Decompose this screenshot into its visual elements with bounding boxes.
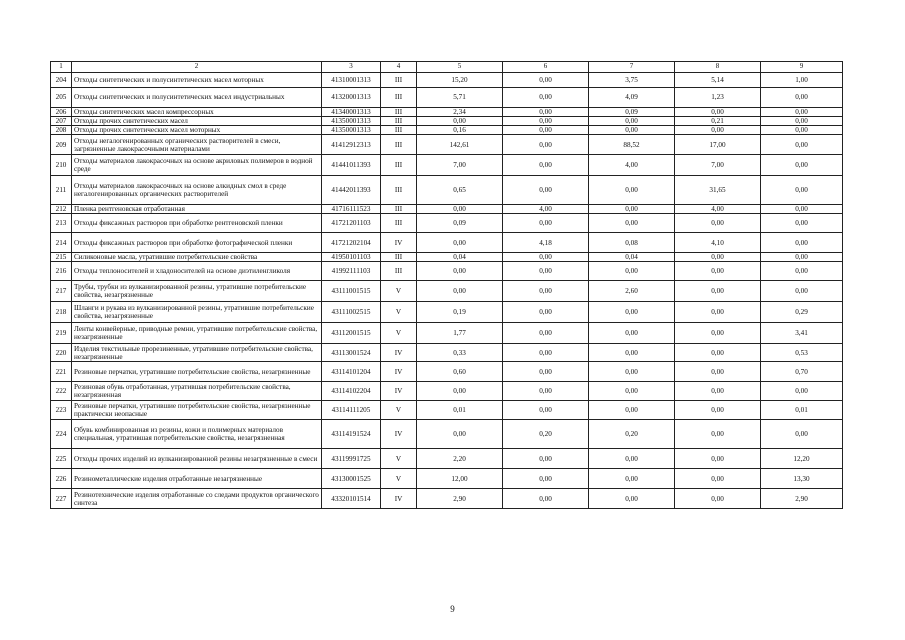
value-col8-cell: 7,00: [675, 155, 761, 176]
row-number-cell: 216: [51, 262, 72, 281]
value-col9-cell: 2,90: [761, 489, 843, 509]
fkko-code-cell: 41716111523: [322, 205, 381, 214]
value-col6-cell: 0,00: [503, 302, 589, 323]
fkko-code-cell: 43111001515: [322, 281, 381, 302]
row-number-cell: 206: [51, 108, 72, 117]
value-col5-cell: 0,00: [417, 382, 503, 401]
value-col8-cell: 0,00: [675, 401, 761, 420]
value-col9-cell: 0,00: [761, 176, 843, 205]
value-col7-cell: 0,00: [589, 176, 675, 205]
value-col8-cell: 0,00: [675, 323, 761, 344]
waste-table: [50, 61, 843, 509]
page-number: 9: [450, 604, 455, 614]
value-col5-cell: 2,34: [417, 108, 503, 117]
value-col5-cell: 2,20: [417, 449, 503, 469]
value-col8-cell: 1,23: [675, 88, 761, 108]
value-col7-cell: 0,00: [589, 117, 675, 126]
fkko-code-cell: 41350001313: [322, 117, 381, 126]
column-number-cell: 7: [589, 62, 675, 73]
row-number-cell: 210: [51, 155, 72, 176]
hazard-class-cell: IV: [381, 489, 417, 509]
hazard-class-cell: III: [381, 176, 417, 205]
table-row: [51, 420, 843, 449]
value-col6-cell: 0,00: [503, 253, 589, 262]
value-col9-cell: 0,53: [761, 344, 843, 362]
fkko-code-cell: 41310001313: [322, 73, 381, 88]
hazard-class-cell: III: [381, 155, 417, 176]
value-col7-cell: 0,00: [589, 126, 675, 135]
value-col9-cell: 0,29: [761, 302, 843, 323]
waste-name-cell: Отходы прочих синтетических масел моторных: [72, 126, 322, 135]
value-col7-cell: 3,75: [589, 73, 675, 88]
value-col8-cell: 0,00: [675, 126, 761, 135]
fkko-code-cell: 43111002515: [322, 302, 381, 323]
value-col6-cell: 0,00: [503, 281, 589, 302]
fkko-code-cell: 41721201103: [322, 214, 381, 233]
value-col9-cell: 0,00: [761, 214, 843, 233]
table-row: [51, 155, 843, 176]
value-col9-cell: 0,00: [761, 126, 843, 135]
row-number-cell: 207: [51, 117, 72, 126]
fkko-code-cell: 41441011393: [322, 155, 381, 176]
fkko-code-cell: 43119991725: [322, 449, 381, 469]
value-col8-cell: 0,00: [675, 108, 761, 117]
waste-name-cell: Пленка рентгеновская отработанная: [72, 205, 322, 214]
value-col7-cell: 0,00: [589, 205, 675, 214]
value-col6-cell: 4,18: [503, 233, 589, 253]
table-body: [51, 62, 843, 509]
value-col5-cell: 5,71: [417, 88, 503, 108]
waste-name-cell: Отходы фиксажных растворов при обработке фотографической пленки: [72, 233, 322, 253]
value-col9-cell: 0,00: [761, 155, 843, 176]
value-col9-cell: 0,00: [761, 281, 843, 302]
table-row: [51, 176, 843, 205]
hazard-class-cell: V: [381, 401, 417, 420]
value-col9-cell: 13,30: [761, 469, 843, 489]
value-col7-cell: 0,00: [589, 401, 675, 420]
value-col7-cell: 0,00: [589, 489, 675, 509]
table-row: [51, 117, 843, 126]
table-row: [51, 135, 843, 155]
table-row: [51, 73, 843, 88]
row-number-cell: 215: [51, 253, 72, 262]
value-col5-cell: 0,04: [417, 253, 503, 262]
value-col9-cell: 0,00: [761, 420, 843, 449]
waste-name-cell: Отходы негалогенированных органических растворителей в смеси, загрязненные лакокрасочными материалами: [72, 135, 322, 155]
value-col5-cell: 0,60: [417, 362, 503, 382]
column-number-cell: 6: [503, 62, 589, 73]
row-number-cell: 212: [51, 205, 72, 214]
waste-name-cell: Отходы фиксажных растворов при обработке рентгеновской пленки: [72, 214, 322, 233]
value-col7-cell: 4,00: [589, 155, 675, 176]
value-col5-cell: 0,09: [417, 214, 503, 233]
value-col7-cell: 0,00: [589, 469, 675, 489]
value-col9-cell: 0,00: [761, 253, 843, 262]
value-col7-cell: 0,00: [589, 344, 675, 362]
hazard-class-cell: III: [381, 73, 417, 88]
waste-name-cell: Ленты конвейерные, приводные ремни, утратившие потребительские свойства, незагрязненные: [72, 323, 322, 344]
value-col6-cell: 0,00: [503, 73, 589, 88]
row-number-cell: 223: [51, 401, 72, 420]
hazard-class-cell: III: [381, 262, 417, 281]
fkko-code-cell: 41340001313: [322, 108, 381, 117]
table-row: [51, 469, 843, 489]
value-col5-cell: 142,61: [417, 135, 503, 155]
row-number-cell: 219: [51, 323, 72, 344]
hazard-class-cell: III: [381, 117, 417, 126]
hazard-class-cell: V: [381, 302, 417, 323]
row-number-cell: 213: [51, 214, 72, 233]
hazard-class-cell: IV: [381, 420, 417, 449]
value-col7-cell: 4,09: [589, 88, 675, 108]
column-number-cell: 8: [675, 62, 761, 73]
hazard-class-cell: IV: [381, 382, 417, 401]
table-row: [51, 88, 843, 108]
value-col8-cell: 4,00: [675, 205, 761, 214]
column-number-cell: 9: [761, 62, 843, 73]
row-number-cell: 222: [51, 382, 72, 401]
waste-name-cell: Отходы синтетических масел компрессорных: [72, 108, 322, 117]
value-col8-cell: 0,21: [675, 117, 761, 126]
value-col7-cell: 0,00: [589, 302, 675, 323]
value-col9-cell: 0,00: [761, 117, 843, 126]
value-col6-cell: 0,00: [503, 262, 589, 281]
waste-name-cell: Отходы теплоносителей и хладоносителей на основе диэтиленгликоля: [72, 262, 322, 281]
value-col8-cell: 5,14: [675, 73, 761, 88]
row-number-cell: 226: [51, 469, 72, 489]
value-col6-cell: 0,00: [503, 117, 589, 126]
value-col5-cell: 7,00: [417, 155, 503, 176]
hazard-class-cell: IV: [381, 233, 417, 253]
value-col6-cell: 0,00: [503, 108, 589, 117]
hazard-class-cell: V: [381, 323, 417, 344]
fkko-code-cell: 43113001524: [322, 344, 381, 362]
fkko-code-cell: 43320101514: [322, 489, 381, 509]
value-col5-cell: 0,00: [417, 281, 503, 302]
hazard-class-cell: III: [381, 253, 417, 262]
row-number-cell: 204: [51, 73, 72, 88]
waste-name-cell: Изделия текстильные прорезиненные, утратившие потребительские свойства, незагрязненные: [72, 344, 322, 362]
value-col6-cell: 0,00: [503, 155, 589, 176]
value-col9-cell: 12,20: [761, 449, 843, 469]
hazard-class-cell: V: [381, 281, 417, 302]
value-col5-cell: 0,16: [417, 126, 503, 135]
waste-name-cell: Отходы синтетических и полусинтетических масел индустриальных: [72, 88, 322, 108]
value-col5-cell: 12,00: [417, 469, 503, 489]
waste-name-cell: Резинотехнические изделия отработанные со следами продуктов органического синтеза: [72, 489, 322, 509]
column-number-cell: 2: [72, 62, 322, 73]
column-number-cell: 4: [381, 62, 417, 73]
fkko-code-cell: 41721202104: [322, 233, 381, 253]
value-col9-cell: 3,41: [761, 323, 843, 344]
value-col8-cell: 0,00: [675, 362, 761, 382]
value-col5-cell: 0,19: [417, 302, 503, 323]
value-col5-cell: 2,90: [417, 489, 503, 509]
value-col8-cell: 0,00: [675, 302, 761, 323]
waste-name-cell: Силиконовые масла, утратившие потребительские свойства: [72, 253, 322, 262]
value-col7-cell: 0,09: [589, 108, 675, 117]
hazard-class-cell: III: [381, 108, 417, 117]
value-col6-cell: 0,00: [503, 449, 589, 469]
waste-name-cell: Трубы, трубки из вулканизированной резины, утратившие потребительские свойства, незагрязненные: [72, 281, 322, 302]
fkko-code-cell: 43112001515: [322, 323, 381, 344]
table-row: [51, 344, 843, 362]
table-row: [51, 205, 843, 214]
value-col9-cell: 0,70: [761, 362, 843, 382]
table-row: [51, 108, 843, 117]
value-col6-cell: 0,00: [503, 469, 589, 489]
waste-name-cell: Резиновые перчатки, утратившие потребительские свойства, незагрязненные: [72, 362, 322, 382]
value-col6-cell: 0,20: [503, 420, 589, 449]
value-col8-cell: 31,65: [675, 176, 761, 205]
hazard-class-cell: V: [381, 449, 417, 469]
value-col6-cell: 0,00: [503, 323, 589, 344]
value-col9-cell: 0,00: [761, 88, 843, 108]
fkko-code-cell: 41350001313: [322, 126, 381, 135]
value-col7-cell: 0,00: [589, 382, 675, 401]
value-col9-cell: 0,00: [761, 382, 843, 401]
table-row: [51, 126, 843, 135]
table-row: [51, 449, 843, 469]
value-col5-cell: 0,00: [417, 233, 503, 253]
table-row: [51, 401, 843, 420]
value-col6-cell: 0,00: [503, 382, 589, 401]
value-col9-cell: 0,00: [761, 233, 843, 253]
value-col5-cell: 0,65: [417, 176, 503, 205]
fkko-code-cell: 41950101103: [322, 253, 381, 262]
value-col7-cell: 0,08: [589, 233, 675, 253]
row-number-cell: 209: [51, 135, 72, 155]
value-col8-cell: 0,00: [675, 420, 761, 449]
value-col8-cell: 4,10: [675, 233, 761, 253]
row-number-cell: 224: [51, 420, 72, 449]
hazard-class-cell: IV: [381, 344, 417, 362]
column-number-cell: 1: [51, 62, 72, 73]
hazard-class-cell: III: [381, 135, 417, 155]
hazard-class-cell: V: [381, 469, 417, 489]
table-row: [51, 262, 843, 281]
value-col8-cell: 0,00: [675, 214, 761, 233]
row-number-cell: 220: [51, 344, 72, 362]
value-col6-cell: 4,00: [503, 205, 589, 214]
value-col7-cell: 0,00: [589, 323, 675, 344]
value-col5-cell: 0,00: [417, 117, 503, 126]
value-col5-cell: 0,01: [417, 401, 503, 420]
value-col9-cell: 1,00: [761, 73, 843, 88]
value-col6-cell: 0,00: [503, 214, 589, 233]
fkko-code-cell: 41320001313: [322, 88, 381, 108]
waste-name-cell: Отходы прочих изделий из вулканизированной резины незагрязненные в смеси: [72, 449, 322, 469]
row-number-cell: 225: [51, 449, 72, 469]
row-number-cell: 217: [51, 281, 72, 302]
value-col5-cell: 0,00: [417, 205, 503, 214]
table-row: [51, 382, 843, 401]
column-number-cell: 3: [322, 62, 381, 73]
fkko-code-cell: 41442011393: [322, 176, 381, 205]
value-col9-cell: 0,00: [761, 262, 843, 281]
hazard-class-cell: III: [381, 88, 417, 108]
hazard-class-cell: III: [381, 214, 417, 233]
value-col8-cell: 0,00: [675, 449, 761, 469]
fkko-code-cell: 43114111205: [322, 401, 381, 420]
value-col5-cell: 0,00: [417, 262, 503, 281]
table-row: [51, 302, 843, 323]
fkko-code-cell: 43114191524: [322, 420, 381, 449]
value-col7-cell: 0,00: [589, 214, 675, 233]
fkko-code-cell: 43114101204: [322, 362, 381, 382]
value-col6-cell: 0,00: [503, 362, 589, 382]
waste-name-cell: Обувь комбинированная из резины, кожи и полимерных материалов специальная, утратившая потребительские свойства, незагрязненная: [72, 420, 322, 449]
value-col7-cell: 2,60: [589, 281, 675, 302]
value-col7-cell: 0,00: [589, 449, 675, 469]
value-col6-cell: 0,00: [503, 88, 589, 108]
value-col6-cell: 0,00: [503, 126, 589, 135]
value-col6-cell: 0,00: [503, 344, 589, 362]
value-col8-cell: 0,00: [675, 281, 761, 302]
value-col6-cell: 0,00: [503, 176, 589, 205]
waste-name-cell: Отходы материалов лакокрасочных на основе алкидных смол в среде негалогенированных органических растворителей: [72, 176, 322, 205]
value-col6-cell: 0,00: [503, 135, 589, 155]
row-number-cell: 211: [51, 176, 72, 205]
column-number-cell: 5: [417, 62, 503, 73]
value-col9-cell: 0,01: [761, 401, 843, 420]
table-row: [51, 233, 843, 253]
value-col5-cell: 0,33: [417, 344, 503, 362]
value-col7-cell: 0,00: [589, 262, 675, 281]
value-col8-cell: 0,00: [675, 489, 761, 509]
value-col6-cell: 0,00: [503, 401, 589, 420]
value-col9-cell: 0,00: [761, 108, 843, 117]
hazard-class-cell: III: [381, 126, 417, 135]
value-col7-cell: 0,20: [589, 420, 675, 449]
row-number-cell: 208: [51, 126, 72, 135]
value-col7-cell: 0,04: [589, 253, 675, 262]
waste-name-cell: Отходы синтетических и полусинтетических масел моторных: [72, 73, 322, 88]
fkko-code-cell: 43130001525: [322, 469, 381, 489]
hazard-class-cell: IV: [381, 362, 417, 382]
waste-name-cell: Резинометаллические изделия отработанные незагрязненные: [72, 469, 322, 489]
waste-name-cell: Шланги и рукава из вулканизированной резины, утратившие потребительские свойства, незагрязненные: [72, 302, 322, 323]
value-col5-cell: 0,00: [417, 420, 503, 449]
value-col9-cell: 0,00: [761, 135, 843, 155]
waste-name-cell: Отходы прочих синтетических масел: [72, 117, 322, 126]
row-number-cell: 227: [51, 489, 72, 509]
row-number-cell: 214: [51, 233, 72, 253]
hazard-class-cell: III: [381, 205, 417, 214]
column-number-row: [51, 62, 843, 73]
value-col8-cell: 0,00: [675, 253, 761, 262]
value-col8-cell: 0,00: [675, 382, 761, 401]
table-row: [51, 323, 843, 344]
row-number-cell: 205: [51, 88, 72, 108]
value-col8-cell: 17,00: [675, 135, 761, 155]
fkko-code-cell: 43114102204: [322, 382, 381, 401]
fkko-code-cell: 41412912313: [322, 135, 381, 155]
table-row: [51, 362, 843, 382]
fkko-code-cell: 41992111103: [322, 262, 381, 281]
value-col5-cell: 15,20: [417, 73, 503, 88]
value-col6-cell: 0,00: [503, 489, 589, 509]
row-number-cell: 218: [51, 302, 72, 323]
waste-name-cell: Резиновая обувь отработанная, утратившая потребительские свойства, незагрязненная: [72, 382, 322, 401]
table-row: [51, 281, 843, 302]
value-col8-cell: 0,00: [675, 469, 761, 489]
value-col8-cell: 0,00: [675, 262, 761, 281]
value-col7-cell: 88,52: [589, 135, 675, 155]
table-row: [51, 214, 843, 233]
value-col9-cell: 0,00: [761, 205, 843, 214]
row-number-cell: 221: [51, 362, 72, 382]
waste-name-cell: Резиновые перчатки, утратившие потребительские свойства, незагрязненные практически неопасные: [72, 401, 322, 420]
table-row: [51, 489, 843, 509]
value-col5-cell: 1,77: [417, 323, 503, 344]
value-col7-cell: 0,00: [589, 362, 675, 382]
table-row: [51, 253, 843, 262]
value-col8-cell: 0,00: [675, 344, 761, 362]
waste-name-cell: Отходы материалов лакокрасочных на основе акриловых полимеров в водной среде: [72, 155, 322, 176]
